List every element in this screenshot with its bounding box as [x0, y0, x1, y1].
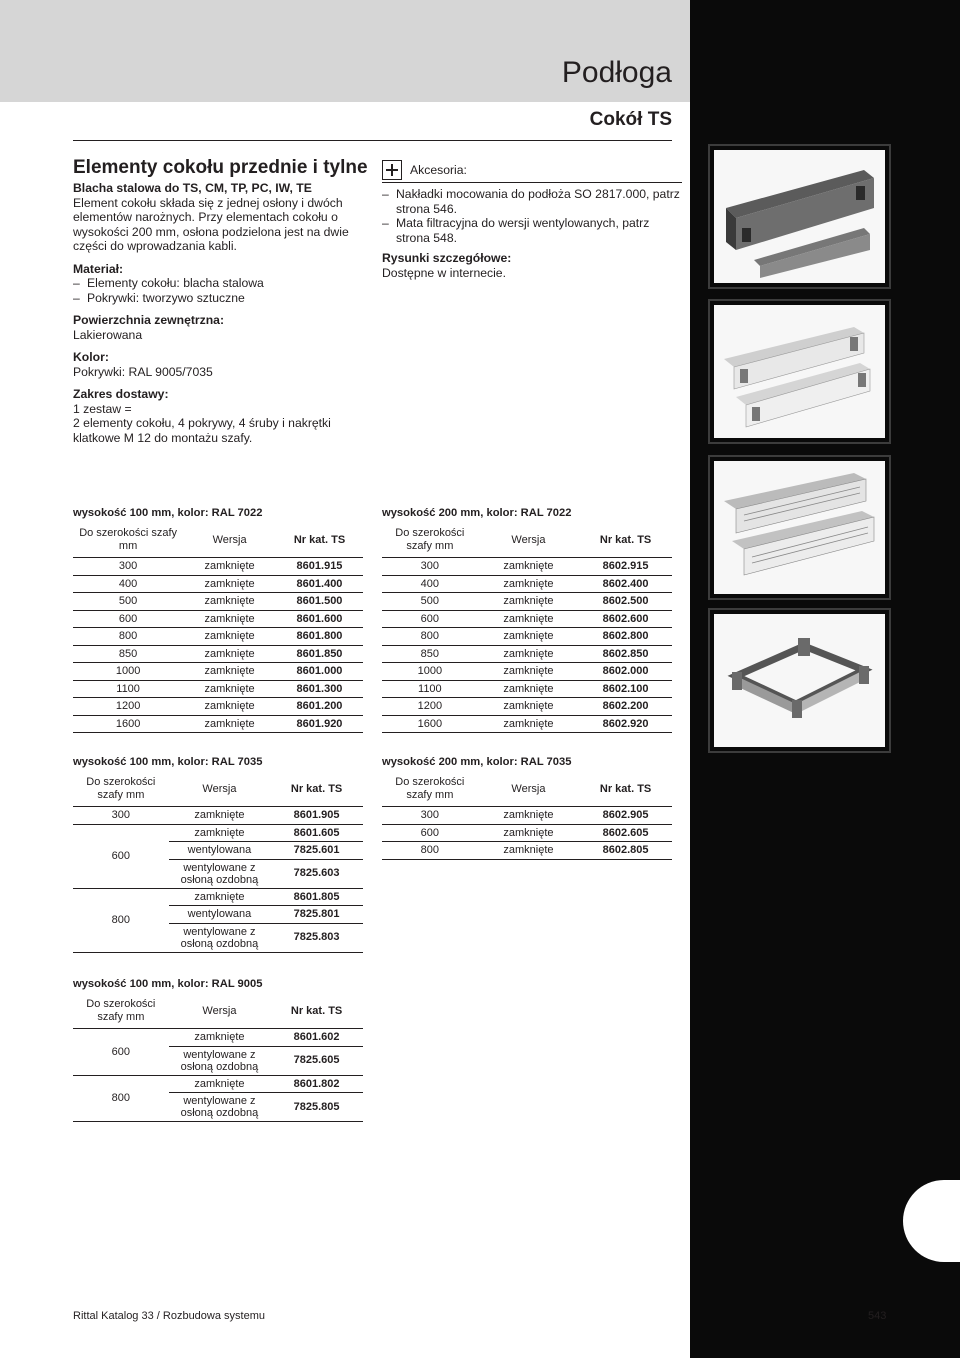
material-list	[73, 276, 373, 305]
cell-nr: 8602.600	[579, 610, 672, 628]
col-header-version: Wersja	[169, 774, 271, 807]
cell-version: zamknięte	[183, 628, 276, 646]
col-header-version: Wersja	[183, 525, 276, 558]
cell-nr: 8601.300	[276, 680, 363, 698]
scope-heading: Zakres dostawy:	[73, 387, 169, 401]
cell-version: wentylowane z osłoną ozdobną	[169, 1046, 271, 1075]
cell-nr: 8601.200	[276, 698, 363, 716]
cell-nr: 8602.800	[579, 628, 672, 646]
cell-nr: 8601.805	[270, 888, 363, 906]
cell-version: zamknięte	[478, 663, 580, 681]
table-row	[73, 663, 363, 681]
cell-width: 300	[73, 558, 183, 576]
cell-nr: 8602.905	[579, 807, 672, 825]
surface-heading: Powierzchnia zewnętrzna:	[73, 313, 225, 327]
cell-version: zamknięte	[478, 715, 580, 733]
cell-width: 1100	[73, 680, 183, 698]
cell-version: zamknięte	[183, 558, 276, 576]
drawings-text: Dostępne w internecie.	[382, 265, 506, 280]
table-title: wysokość 200 mm, kolor: RAL 7035	[382, 756, 572, 768]
cell-nr: 8601.500	[276, 593, 363, 611]
cell-width: 1100	[382, 680, 478, 698]
cell-version: zamknięte	[169, 807, 271, 825]
cell-nr: 8601.605	[270, 824, 363, 842]
cell-version: zamknięte	[478, 645, 580, 663]
accessories-heading: Akcesoria:	[410, 162, 467, 177]
cell-version: zamknięte	[478, 593, 580, 611]
cell-width: 850	[382, 645, 478, 663]
table-title: wysokość 100 mm, kolor: RAL 7022	[73, 507, 263, 519]
col-header-nr: Nr kat. TS	[276, 525, 363, 558]
col-header-width: Do szerokości szafy mm	[73, 525, 183, 558]
cell-nr: 7825.605	[270, 1046, 363, 1075]
col-header-nr: Nr kat. TS	[270, 996, 363, 1029]
table-row	[73, 558, 363, 576]
table-row	[73, 715, 363, 733]
cell-version: zamknięte	[478, 575, 580, 593]
cell-width: 600	[382, 610, 478, 628]
cell-nr: 8601.400	[276, 575, 363, 593]
plinth-gray-illustration	[714, 150, 885, 283]
cell-nr: 7825.801	[270, 906, 363, 924]
page-subtitle: Cokół TS	[589, 109, 672, 130]
table-body	[73, 1029, 363, 1122]
table-row	[73, 575, 363, 593]
cell-version: wentylowane z osłoną ozdobną	[169, 1093, 271, 1122]
cell-version: zamknięte	[478, 842, 580, 860]
table-row	[73, 807, 363, 825]
cell-nr: 8602.500	[579, 593, 672, 611]
cell-width: 600	[73, 610, 183, 628]
table-row	[73, 593, 363, 611]
table-row	[382, 842, 672, 860]
cell-version: zamknięte	[478, 680, 580, 698]
cell-version: zamknięte	[183, 575, 276, 593]
table-row	[382, 575, 672, 593]
cell-version: wentylowane z osłoną ozdobną	[169, 923, 271, 952]
table-row	[382, 593, 672, 611]
col-header-nr: Nr kat. TS	[579, 525, 672, 558]
intro-section	[73, 158, 373, 445]
product-photo-plinth-frame	[710, 610, 889, 751]
cell-nr: 7825.803	[270, 923, 363, 952]
page-title: Podłoga	[561, 56, 672, 89]
cell-width: 800	[382, 628, 478, 646]
table-h100-ral7035	[73, 756, 363, 953]
cell-nr: 8601.850	[276, 645, 363, 663]
table-title: wysokość 100 mm, kolor: RAL 7035	[73, 756, 263, 768]
cell-version: wentylowane z osłoną ozdobną	[169, 859, 271, 888]
plinth-frame-illustration	[714, 614, 885, 747]
table-row	[73, 628, 363, 646]
scope-line: 2 elementy cokołu, 4 pokrywy, 4 śruby i nakrętki klatkowe M 12 do montażu szafy.	[73, 416, 331, 445]
cell-version: wentylowana	[169, 906, 271, 924]
cell-version: zamknięte	[183, 593, 276, 611]
cell-width: 800	[382, 842, 478, 860]
table-row	[73, 645, 363, 663]
table-row	[73, 824, 363, 842]
cell-version: zamknięte	[169, 1029, 271, 1047]
cell-version: zamknięte	[183, 715, 276, 733]
cell-width: 400	[73, 575, 183, 593]
accessories-heading-row	[382, 160, 682, 183]
cell-version: zamknięte	[183, 663, 276, 681]
cell-width: 1600	[382, 715, 478, 733]
cell-nr: 8601.600	[276, 610, 363, 628]
cell-width: 300	[382, 558, 478, 576]
col-header-width: Do szerokości szafy mm	[73, 996, 169, 1029]
cell-width: 500	[73, 593, 183, 611]
table-row	[382, 610, 672, 628]
cell-nr: 8602.000	[579, 663, 672, 681]
cell-width: 600	[73, 824, 169, 888]
table-row	[73, 1075, 363, 1093]
col-header-width: Do szerokości szafy mm	[73, 774, 169, 807]
accessory-item: – Mata filtracyjna do wersji wentylowanych, patrz strona 548.	[382, 216, 682, 245]
cell-width: 600	[73, 1029, 169, 1076]
col-header-width: Do szerokości szafy mm	[382, 525, 478, 558]
table-h200-ral7035	[382, 756, 672, 860]
cell-version: zamknięte	[478, 610, 580, 628]
cell-nr: 8602.400	[579, 575, 672, 593]
cell-version: zamknięte	[183, 610, 276, 628]
cell-nr: 7825.603	[270, 859, 363, 888]
col-header-version: Wersja	[169, 996, 271, 1029]
material-item: – Pokrywki: tworzywo sztuczne	[73, 291, 373, 306]
table-row	[382, 698, 672, 716]
cell-nr: 8601.800	[276, 628, 363, 646]
table-row	[73, 888, 363, 906]
surface-text: Lakierowana	[73, 327, 143, 342]
cell-nr: 8602.915	[579, 558, 672, 576]
cell-width: 400	[382, 575, 478, 593]
color-text: Pokrywki: RAL 9005/7035	[73, 364, 213, 379]
cell-nr: 8601.802	[270, 1075, 363, 1093]
col-header-version: Wersja	[478, 525, 580, 558]
cell-width: 300	[382, 807, 478, 825]
table-row	[73, 610, 363, 628]
cell-nr: 8602.100	[579, 680, 672, 698]
cell-nr: 7825.601	[270, 842, 363, 860]
accessories-section	[382, 160, 682, 280]
plinth-light-illustration	[714, 305, 885, 438]
cell-width: 800	[73, 628, 183, 646]
cell-width: 850	[73, 645, 183, 663]
table-row	[73, 1029, 363, 1047]
cell-nr: 8602.200	[579, 698, 672, 716]
table-body	[73, 807, 363, 953]
cell-width: 300	[73, 807, 169, 825]
table-h100-ral7022	[73, 507, 363, 733]
cell-width: 600	[382, 824, 478, 842]
cell-version: zamknięte	[169, 824, 271, 842]
table-row	[382, 715, 672, 733]
accessory-item: – Nakładki mocowania do podłoża SO 2817.000, patrz strona 546.	[382, 187, 682, 216]
cell-width: 1200	[382, 698, 478, 716]
cell-nr: 8602.605	[579, 824, 672, 842]
cell-width: 800	[73, 1075, 169, 1122]
cell-nr: 8601.602	[270, 1029, 363, 1047]
cell-version: zamknięte	[478, 807, 580, 825]
table-title: wysokość 200 mm, kolor: RAL 7022	[382, 507, 572, 519]
table-row	[382, 807, 672, 825]
footer-catalog: Rittal Katalog 33 / Rozbudowa systemu	[73, 1310, 265, 1322]
col-header-width: Do szerokości szafy mm	[382, 774, 478, 807]
table-h200-ral7022	[382, 507, 672, 733]
scope-line: 1 zestaw =	[73, 401, 132, 416]
col-header-nr: Nr kat. TS	[270, 774, 363, 807]
table-row	[382, 663, 672, 681]
product-photo-vented-plinth	[710, 457, 889, 598]
table-row	[382, 558, 672, 576]
table-title: wysokość 100 mm, kolor: RAL 9005	[73, 978, 263, 990]
product-photo-light-plinth	[710, 301, 889, 442]
cell-version: zamknięte	[183, 645, 276, 663]
table-row	[382, 628, 672, 646]
table-row	[73, 680, 363, 698]
cell-width: 1000	[382, 663, 478, 681]
plinth-vented-illustration	[714, 461, 885, 594]
cell-width: 800	[73, 888, 169, 952]
table-h100-ral9005	[73, 978, 363, 1122]
cell-nr: 8601.920	[276, 715, 363, 733]
cell-nr: 8602.850	[579, 645, 672, 663]
table-row	[382, 645, 672, 663]
cell-width: 1200	[73, 698, 183, 716]
cell-nr: 7825.805	[270, 1093, 363, 1122]
page-number: 543	[868, 1310, 887, 1322]
cell-version: zamknięte	[478, 824, 580, 842]
table-row	[73, 698, 363, 716]
intro-heading: Elementy cokołu przednie i tylne	[73, 157, 368, 178]
material-item: – Elementy cokołu: blacha stalowa	[73, 276, 373, 291]
cell-width: 500	[382, 593, 478, 611]
table-body	[382, 558, 672, 733]
accessories-list	[382, 187, 682, 245]
table-row	[382, 824, 672, 842]
cell-version: zamknięte	[478, 698, 580, 716]
product-photo-gray-plinth	[710, 146, 889, 287]
cell-version: zamknięte	[169, 1075, 271, 1093]
cell-width: 1600	[73, 715, 183, 733]
header-rule	[73, 140, 672, 141]
intro-lead-bold: Blacha stalowa do TS, CM, TP, PC, IW, TE	[73, 181, 312, 195]
cell-version: zamknięte	[183, 680, 276, 698]
cell-nr: 8601.905	[270, 807, 363, 825]
table-body	[382, 807, 672, 860]
cell-version: zamknięte	[169, 888, 271, 906]
col-header-nr: Nr kat. TS	[579, 774, 672, 807]
material-heading: Materiał:	[73, 261, 124, 276]
color-heading: Kolor:	[73, 350, 109, 364]
table-body	[73, 558, 363, 733]
cell-nr: 8601.915	[276, 558, 363, 576]
table-row	[382, 680, 672, 698]
intro-lead-text: Element cokołu składa się z jednej osłony i dwóch elementów narożnych. Przy elementach cokołu o wysokości 200 mm, osłona podzielona jest na dwie części do wprowadzania kabli.	[73, 195, 349, 253]
cell-nr: 8602.920	[579, 715, 672, 733]
plus-icon	[382, 160, 402, 180]
cell-width: 1000	[73, 663, 183, 681]
cell-nr: 8601.000	[276, 663, 363, 681]
col-header-version: Wersja	[478, 774, 580, 807]
cell-version: wentylowana	[169, 842, 271, 860]
drawings-heading: Rysunki szczegółowe:	[382, 251, 512, 265]
cell-nr: 8602.805	[579, 842, 672, 860]
cell-version: zamknięte	[478, 628, 580, 646]
cell-version: zamknięte	[478, 558, 580, 576]
cell-version: zamknięte	[183, 698, 276, 716]
